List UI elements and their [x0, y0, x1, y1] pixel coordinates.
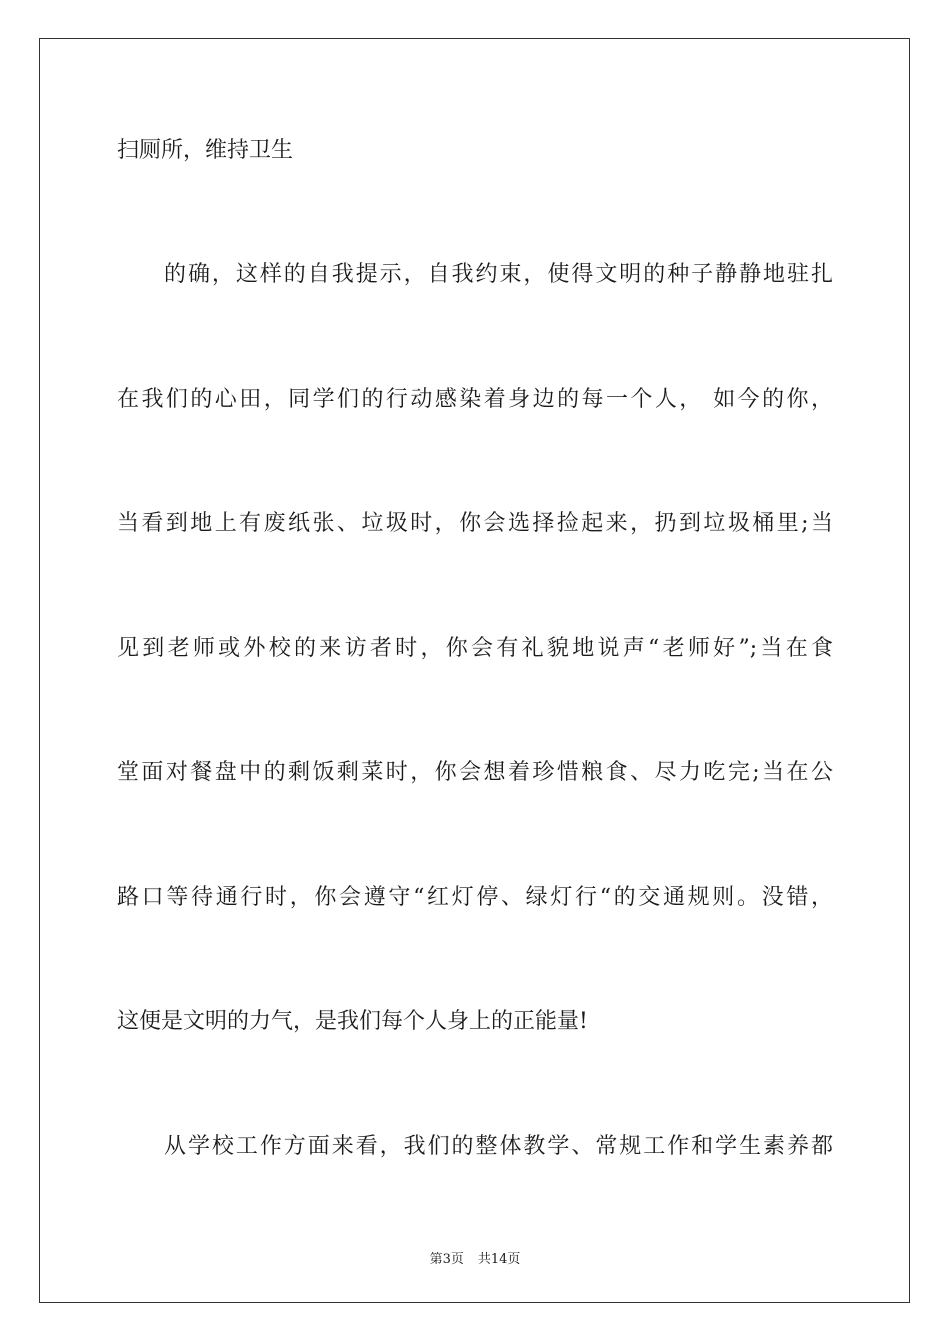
paragraph-line: 当看到地上有废纸张、垃圾时，你会选择捡起来，扔到垃圾桶里;当 [117, 511, 833, 536]
paragraph-line: 见到老师或外校的来访者时，你会有礼貌地说声“老师好”;当在食 [117, 636, 833, 661]
paragraph-line: 这便是文明的力气，是我们每个人身上的正能量! [117, 1009, 588, 1034]
page-total: 共14页 [477, 1252, 521, 1267]
paragraph-line: 从学校工作方面来看，我们的整体教学、常规工作和学生素养都 [164, 1134, 833, 1159]
page-border [39, 38, 910, 1303]
paragraph-line: 路口等待通行时，你会遵守“红灯停、绿灯行“的交通规则。没错， [117, 885, 833, 910]
page-number: 第3页 [429, 1252, 464, 1267]
paragraph-line: 在我们的心田，同学们的行动感染着身边的每一个人， 如今的你， [117, 387, 833, 412]
paragraph-line: 的确，这样的自我提示，自我约束，使得文明的种子静静地驻扎 [164, 262, 833, 287]
paragraph-line: 堂面对餐盘中的剩饭剩菜时，你会想着珍惜粮食、尽力吃完;当在公 [117, 760, 833, 785]
page-footer [0, 1248, 950, 1267]
paragraph-line: 扫厕所，维持卫生 [117, 138, 294, 163]
